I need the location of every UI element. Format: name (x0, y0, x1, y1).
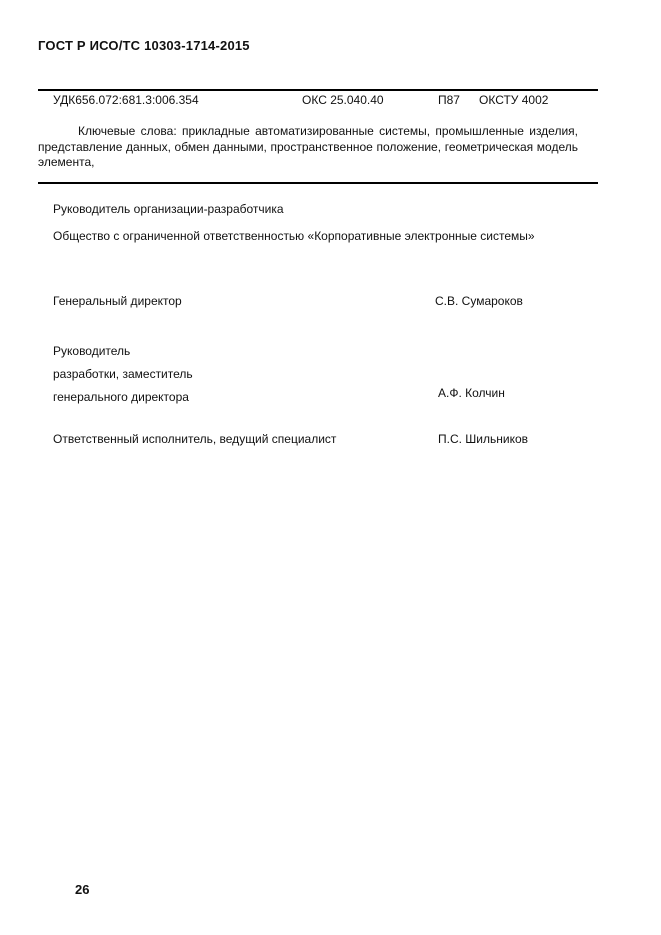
developer-heading: Руководитель организации-разработчика (53, 202, 284, 216)
oks-code: ОКС 25.040.40 (302, 93, 384, 107)
document-header-title: ГОСТ Р ИСО/ТС 10303-1714-2015 (38, 38, 250, 53)
role-line: генерального директора (53, 390, 189, 404)
page-number: 26 (75, 882, 90, 897)
okstu-code: ОКСТУ 4002 (479, 93, 549, 107)
signatory-name-shilnikov: П.С. Шильников (438, 432, 529, 446)
signatory-role-deputy-director (53, 340, 193, 409)
bottom-divider (38, 182, 598, 184)
udk-code: УДК656.072:681.3:006.354 (53, 93, 199, 107)
p-code: П87 (438, 93, 460, 107)
signatory-role-general-director: Генеральный директор (53, 294, 182, 308)
signatory-name-sumarokov: С.В. Сумароков (435, 294, 523, 308)
top-divider (38, 89, 598, 91)
role-line: Руководитель (53, 344, 131, 358)
developer-organization: Общество с ограниченной ответственностью «Корпоративные электронные системы» (53, 229, 535, 243)
signatory-role-lead-specialist: Ответственный исполнитель, ведущий специалист (53, 432, 337, 446)
classification-codes (0, 93, 661, 109)
signatory-name-kolchin: А.Ф. Колчин (438, 386, 505, 400)
keywords-paragraph: Ключевые слова: прикладные автоматизированные системы, промышленные изделия, представление данных, обмен данными, пространственное положение, геометрическая модель элемента, (38, 124, 578, 169)
role-line: разработки, заместитель (53, 367, 193, 381)
